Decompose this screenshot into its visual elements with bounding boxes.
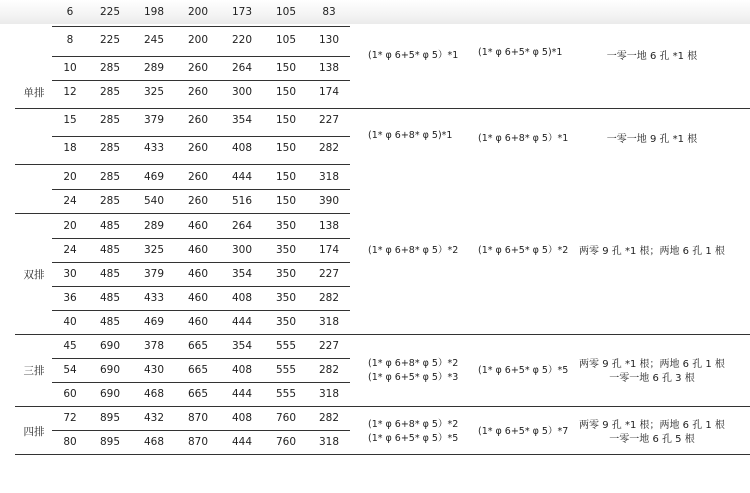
table-cell: 227 <box>318 268 340 280</box>
table-cell: 285 <box>99 142 121 154</box>
table-cell: 354 <box>231 268 253 280</box>
table-cell: 325 <box>143 244 165 256</box>
table-cell: 282 <box>318 292 340 304</box>
table-cell: 10 <box>63 62 77 74</box>
table-cell: 150 <box>275 171 297 183</box>
table-cell: 318 <box>318 171 340 183</box>
group-label: 三排 <box>23 365 45 377</box>
terminal-spec: 一零一地 6 孔 5 根 <box>609 434 695 445</box>
table-cell: 105 <box>275 34 297 46</box>
terminal-spec: 两零 9 孔 *1 根；两地 6 孔 1 根 <box>579 420 725 431</box>
table-cell: 260 <box>187 86 209 98</box>
table-cell: 285 <box>99 195 121 207</box>
table-cell: 174 <box>318 244 340 256</box>
table-cell: 36 <box>63 292 77 304</box>
table-cell: 225 <box>99 34 121 46</box>
table-cell: 468 <box>143 436 165 448</box>
table-cell: 444 <box>231 316 253 328</box>
table-cell: 408 <box>231 142 253 154</box>
table-cell: 408 <box>231 364 253 376</box>
table-cell: 300 <box>231 244 253 256</box>
table-cell: 408 <box>231 292 253 304</box>
table-cell: 895 <box>99 412 121 424</box>
group-label: 双排 <box>23 269 45 281</box>
table-cell: 285 <box>99 114 121 126</box>
wire-spec-a: (1* φ 6+5* φ 5）*5 <box>368 433 459 444</box>
table-cell: 408 <box>231 412 253 424</box>
table-cell: 555 <box>275 340 297 352</box>
table-cell: 433 <box>143 292 165 304</box>
group-label: 四排 <box>23 426 45 438</box>
table-cell: 350 <box>275 220 297 232</box>
table-cell: 540 <box>143 195 165 207</box>
table-cell: 469 <box>143 316 165 328</box>
terminal-spec: 两零 9 孔 *1 根；两地 6 孔 1 根 <box>579 359 725 370</box>
table-cell: 282 <box>318 142 340 154</box>
table-cell: 264 <box>231 220 253 232</box>
table-cell: 260 <box>187 114 209 126</box>
table-cell: 433 <box>143 142 165 154</box>
table-cell: 83 <box>322 6 336 18</box>
table-cell: 60 <box>63 388 77 400</box>
table-cell: 555 <box>275 388 297 400</box>
table-cell: 20 <box>63 220 77 232</box>
table-cell: 72 <box>63 412 77 424</box>
table-cell: 285 <box>99 171 121 183</box>
group-label: 单排 <box>23 87 45 99</box>
table-cell: 24 <box>63 244 77 256</box>
table-cell: 555 <box>275 364 297 376</box>
wire-spec-b: (1* φ 6+5* φ 5)*1 <box>478 47 563 58</box>
wire-spec-a: (1* φ 6+8* φ 5）*2 <box>368 245 459 256</box>
table-cell: 516 <box>231 195 253 207</box>
table-cell: 245 <box>143 34 165 46</box>
table-cell: 20 <box>63 171 77 183</box>
table-cell: 150 <box>275 62 297 74</box>
table-cell: 24 <box>63 195 77 207</box>
table-cell: 80 <box>63 436 77 448</box>
table-cell: 485 <box>99 316 121 328</box>
wire-spec-b: (1* φ 6+8* φ 5）*1 <box>478 133 569 144</box>
wire-spec-b: (1* φ 6+5* φ 5）*7 <box>478 426 569 437</box>
table-cell: 460 <box>187 292 209 304</box>
table-cell: 485 <box>99 244 121 256</box>
table-cell: 468 <box>143 388 165 400</box>
terminal-spec: 一零一地 6 孔 3 根 <box>609 373 695 384</box>
table-cell: 350 <box>275 268 297 280</box>
table-cell: 12 <box>63 86 77 98</box>
wire-spec-a: (1* φ 6+8* φ 5）*2 <box>368 358 459 369</box>
wire-spec-a: (1* φ 6+5* φ 5）*1 <box>368 50 459 61</box>
wire-spec-b: (1* φ 6+5* φ 5）*2 <box>478 245 569 256</box>
table-cell: 460 <box>187 316 209 328</box>
table-cell: 54 <box>63 364 77 376</box>
table-cell: 285 <box>99 86 121 98</box>
table-cell: 460 <box>187 220 209 232</box>
table-cell: 690 <box>99 340 121 352</box>
terminal-spec: 一零一地 6 孔 *1 根 <box>606 51 698 62</box>
table-cell: 378 <box>143 340 165 352</box>
table-cell: 690 <box>99 364 121 376</box>
table-cell: 282 <box>318 412 340 424</box>
table-cell: 300 <box>231 86 253 98</box>
table-cell: 485 <box>99 292 121 304</box>
table-cell: 225 <box>99 6 121 18</box>
table-cell: 665 <box>187 364 209 376</box>
table-cell: 8 <box>66 34 74 46</box>
table-cell: 760 <box>275 412 297 424</box>
table-cell: 665 <box>187 340 209 352</box>
table-cell: 220 <box>231 34 253 46</box>
table-cell: 318 <box>318 436 340 448</box>
table-cell: 15 <box>63 114 77 126</box>
row-divider <box>52 26 350 27</box>
table-cell: 485 <box>99 220 121 232</box>
table-cell: 760 <box>275 436 297 448</box>
row-divider <box>15 454 750 455</box>
table-cell: 485 <box>99 268 121 280</box>
table-cell: 289 <box>143 62 165 74</box>
table-cell: 18 <box>63 142 77 154</box>
wire-spec-b: (1* φ 6+5* φ 5）*5 <box>478 365 569 376</box>
table-cell: 40 <box>63 316 77 328</box>
table-cell: 282 <box>318 364 340 376</box>
table-cell: 138 <box>318 220 340 232</box>
table-cell: 174 <box>318 86 340 98</box>
table-cell: 227 <box>318 114 340 126</box>
table-cell: 6 <box>66 6 74 18</box>
table-cell: 690 <box>99 388 121 400</box>
table-cell: 150 <box>275 114 297 126</box>
table-cell: 354 <box>231 114 253 126</box>
table-cell: 200 <box>187 6 209 18</box>
table-cell: 870 <box>187 436 209 448</box>
table-cell: 895 <box>99 436 121 448</box>
table-cell: 665 <box>187 388 209 400</box>
table-cell: 444 <box>231 436 253 448</box>
table-cell: 318 <box>318 316 340 328</box>
table-cell: 390 <box>318 195 340 207</box>
table-cell: 45 <box>63 340 77 352</box>
terminal-spec: 一零一地 9 孔 *1 根 <box>606 134 698 145</box>
table-cell: 150 <box>275 86 297 98</box>
terminal-spec: 两零 9 孔 *1 根；两地 6 孔 1 根 <box>579 246 725 257</box>
table-cell: 460 <box>187 268 209 280</box>
table-cell: 138 <box>318 62 340 74</box>
table-cell: 469 <box>143 171 165 183</box>
table-cell: 444 <box>231 171 253 183</box>
table-cell: 318 <box>318 388 340 400</box>
table-cell: 173 <box>231 6 253 18</box>
table-cell: 260 <box>187 171 209 183</box>
table-cell: 379 <box>143 268 165 280</box>
table-cell: 198 <box>143 6 165 18</box>
table-cell: 354 <box>231 340 253 352</box>
wire-spec-a: (1* φ 6+5* φ 5）*3 <box>368 372 459 383</box>
table-cell: 379 <box>143 114 165 126</box>
table-cell: 264 <box>231 62 253 74</box>
table-cell: 105 <box>275 6 297 18</box>
table-cell: 260 <box>187 142 209 154</box>
table-cell: 350 <box>275 316 297 328</box>
table-cell: 150 <box>275 195 297 207</box>
table-cell: 444 <box>231 388 253 400</box>
table-cell: 350 <box>275 244 297 256</box>
table-cell: 130 <box>318 34 340 46</box>
table-cell: 325 <box>143 86 165 98</box>
table-cell: 260 <box>187 62 209 74</box>
table-cell: 227 <box>318 340 340 352</box>
table-cell: 30 <box>63 268 77 280</box>
table-cell: 350 <box>275 292 297 304</box>
table-cell: 460 <box>187 244 209 256</box>
table-cell: 285 <box>99 62 121 74</box>
table-cell: 150 <box>275 142 297 154</box>
table-cell: 432 <box>143 412 165 424</box>
wire-spec-a: (1* φ 6+8* φ 5)*1 <box>368 130 453 141</box>
table-cell: 870 <box>187 412 209 424</box>
wire-spec-a: (1* φ 6+8* φ 5）*2 <box>368 419 459 430</box>
table-cell: 430 <box>143 364 165 376</box>
table-cell: 260 <box>187 195 209 207</box>
table-cell: 289 <box>143 220 165 232</box>
table-cell: 200 <box>187 34 209 46</box>
